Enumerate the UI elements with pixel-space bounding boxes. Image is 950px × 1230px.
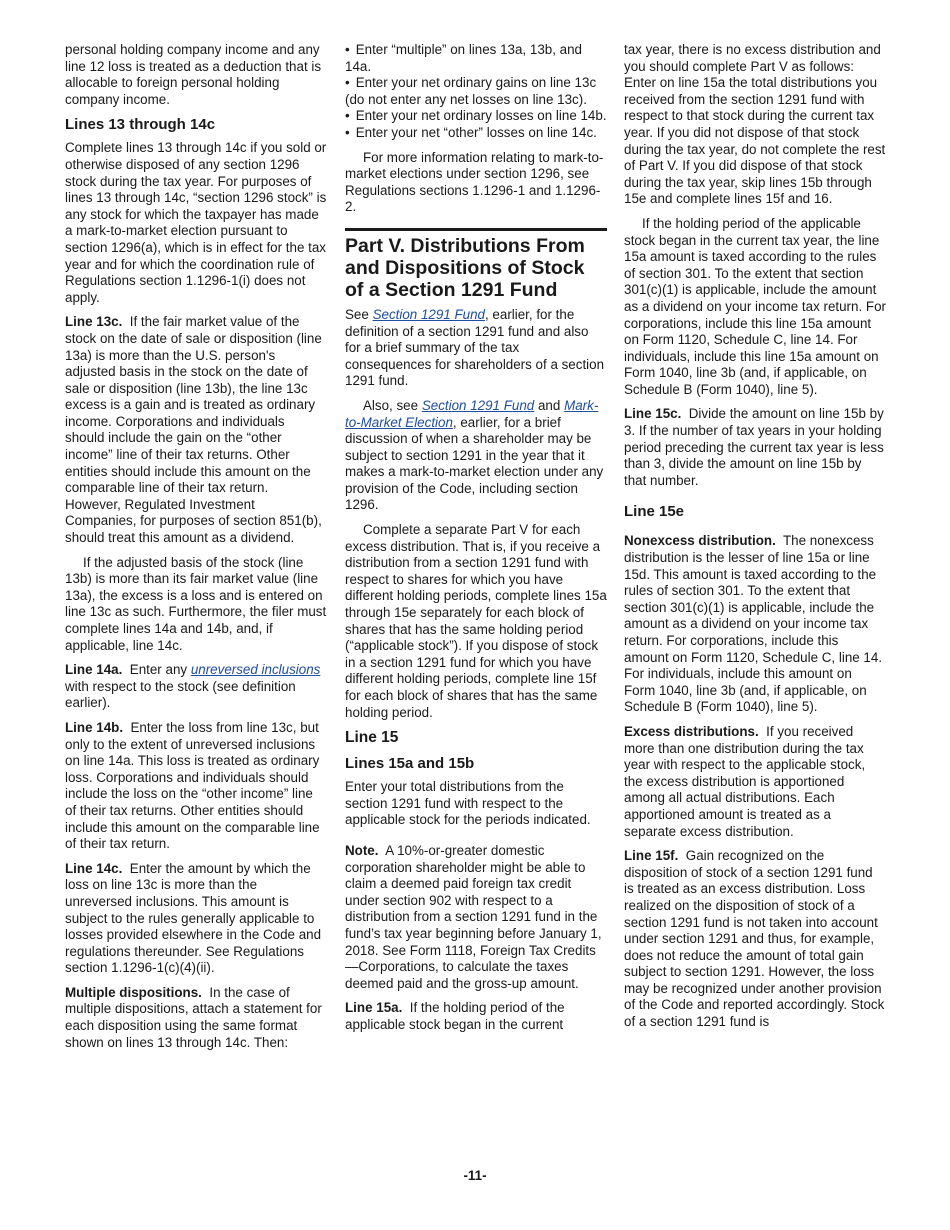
- also-text-post: , earlier, for a brief discussion of when a shareholder may be subject to section 1291 in the year that it makes a mark-to-market election under any provision of the Code, including section 1296.: [345, 414, 604, 513]
- paragraph-complete-separate-part-v: Complete a separate Part V for each excess distribution. That is, if you receive a distribution from a section 1291 fund with respect to shares for which you have different holding periods, complete lines 15a through 15e separately for each block of shares that has the same holding period (“applicable stock”). If you dispose of stock in a section 1291 fund for which you have different holding periods, complete line 15f for each block of shares that has the same holding period.: [345, 522, 607, 720]
- list-item: • Enter your net ordinary losses on line 14b.: [345, 108, 607, 125]
- link-section-1291-fund[interactable]: Section 1291 Fund: [372, 306, 485, 322]
- line-14a-text-post: with respect to the stock (see definition earlier).: [65, 678, 296, 711]
- paragraph-line-14c: [65, 861, 327, 977]
- paragraph-lines-15a-15b: Enter your total distributions from the section 1291 fund with respect to the applicable stock for the periods indicated.: [345, 779, 591, 828]
- heading-lines-13-through-14c: Lines 13 through 14c: [65, 116, 216, 134]
- run-in-head-multiple-dispositions: Multiple dispositions.: [65, 984, 202, 1000]
- paragraph-more-information: For more information relating to mark-to-market elections under section 1296, see Regulations sections 1.1296-1 and 1.1296-2.: [345, 149, 604, 215]
- list-item: • Enter your net “other” losses on line 14c.: [345, 125, 607, 142]
- multiple-dispositions-text: In the case of multiple dispositions, attach a statement for each disposition using the same format shown on lines 13 through 14c. Then:: [65, 984, 322, 1050]
- run-in-head-line-15f: Line 15f.: [624, 848, 679, 864]
- paragraph-line-14b: [65, 720, 327, 853]
- note-text: A 10%-or-greater domestic corporation shareholder might be able to claim a deemed paid foreign tax credit under section 902 with respect to a distribution from a section 1291 fund in the fund’s tax year beginning before January 1, 2018. See Form 1118, Foreign Tax Credits—Corporations, to calculate the taxes deemed paid and the gross-up amount.: [345, 842, 602, 991]
- line-14c-text: Enter the amount by which the loss on line 13c is more than the unreversed inclusions. This amount is subject to the rules generally applicable to losses provided elsewhere in the Code and regulations thereunder. See Regulations section 1.1296-1(c)(4)(ii).: [65, 860, 322, 976]
- column-1: [65, 42, 327, 1059]
- list-item: • Enter your net ordinary gains on line 13c (do not enter any net losses on line 13c).: [345, 75, 607, 108]
- paragraph-note: [345, 843, 607, 992]
- part-v-title: Part V. Distributions From and Dispositions of Stock of a Section 1291 Fund: [345, 234, 585, 301]
- run-in-head-line-13c: Line 13c.: [65, 314, 123, 330]
- line-14b-text: Enter the loss from line 13c, but only to the extent of unreversed inclusions on line 14a. This loss is treated as ordinary loss. Corporations and individuals should include the loss on the “other income” line of their tax returns. Other entities should include this amount on the comparable line of their tax return.: [65, 719, 320, 852]
- paragraph-holding-period: If the holding period of the applicable stock began in the current tax year, the line 15a amount is taxed according to the rules of section 301. To the extent that section 301(c)(1) is applicable, include the amount as a dividend on your income tax return. For corporations, include this line 15a amount on Form 1120, Schedule C, line 14. For individuals, include this line 15a amount on Form 1040, line 3b (and, if applicable, on Schedule B (Form 1040), line 5).: [624, 215, 886, 397]
- heading-line-15: Line 15: [345, 729, 399, 747]
- link-section-1291-fund[interactable]: Section 1291 Fund: [421, 397, 535, 413]
- paragraph-line-13c: [65, 314, 327, 546]
- page-number: -11-: [463, 1168, 487, 1183]
- part-divider-rule: [345, 228, 607, 231]
- run-in-head-line-15c: Line 15c.: [624, 406, 682, 422]
- link-unreversed-inclusions[interactable]: unreversed inclusions: [190, 662, 321, 678]
- see-text-post: , earlier, for the definition of a section 1291 fund and also for a brief summary of the tax consequences for shareholders of a section 1291 fund.: [345, 306, 605, 389]
- line-15c-text: Divide the amount on line 15b by 3. If the number of tax years in your holding period preceding the current tax year is less than 3, divide the amount on line 15b by that number.: [624, 406, 884, 488]
- heading-lines-15a-and-15b: Lines 15a and 15b: [345, 755, 475, 773]
- nonexcess-distribution-text: The nonexcess distribution is the lesser of line 15a or line 15d. This amount is taxed according to the rules of section 301. To the extent that section 301(c)(1) is applicable, include the amount as a dividend on your income tax return. For corporations, include this amount on Form 1120, Schedule C, line 14. For individuals, include this amount on Form 1040, line 3b (and, if applicable, on Schedule B (Form 1040), line 5).: [624, 533, 883, 715]
- column-3: [624, 42, 886, 1039]
- line-13c-text: If the fair market value of the stock on the date of sale or disposition (line 13a) is more than the U.S. person's adjusted basis in the stock on the date of sale or disposition (line 13b), the line 13c excess is a gain and is treated as ordinary income. Corporations and individuals should include the gain on the “other income” line of their tax returns. Other entities should include this amount on the comparable line of their tax return. However, Regulated Investment Companies, for purposes of section 851(b), should treat this amount as a dividend.: [65, 314, 322, 546]
- line-15f-text: Gain recognized on the disposition of stock of a section 1291 fund is treated as an excess distribution. Loss realized on the disposition of stock of a section 1291 fund is not taken into account under section 1291 and thus, for example, does not reduce the amount of total gain subject to section 1291. However, the loss may be recognized under another provision of the Code and reported accordingly. Stock of a section 1291 fund is: [624, 848, 885, 1030]
- run-in-head-line-14a: Line 14a.: [65, 662, 123, 678]
- paragraph-line-14a: [65, 662, 327, 712]
- paragraph-adjusted-basis: If the adjusted basis of the stock (line 13b) is more than its fair market value (line 13a), the excess is a loss and is entered on line 13c as such. Furthermore, the filer must complete lines 14a and 14b, and, if applicable, line 14c.: [65, 554, 327, 653]
- paragraph-continued: tax year, there is no excess distribution and you should complete Part V as follows: Enter on line 15a the total distributions you received from the section 1291 fund with respect to that stock during the current tax year. If you did not dispose of that stock during the tax year, do not complete the rest of Part V. If you did dispose of that stock during the tax year, skip lines 15b through 15e and complete lines 15f and 16.: [624, 42, 886, 207]
- paragraph-nonexcess-distribution: [624, 533, 886, 716]
- line-14a-text-pre: Enter any: [129, 662, 188, 678]
- run-in-head-nonexcess-distribution: Nonexcess distribution.: [624, 533, 776, 549]
- paragraph-continued: personal holding company income and any line 12 loss is treated as a deduction that is allocable to foreign personal holding company income.: [65, 42, 322, 107]
- excess-distributions-text: If you received more than one distribution during the tax year with respect to the applicable stock, the excess distribution is apportioned among all actual distributions. Each apportioned amount is treated as a separate excess distribution.: [624, 723, 866, 839]
- line-15a-text: If the holding period of the applicable stock began in the current: [345, 1000, 565, 1032]
- paragraph-lines-13-14c: Complete lines 13 through 14c if you sold or otherwise disposed of any section 1296 stock during the tax year. For purposes of lines 13 through 14c, “section 1296 stock” is any stock for which the taxpayer has made a mark-to-market election pursuant to section 1296(a), which is in effect for the tax year and for which the coordination rule of Regulations section 1.1296-1(i) does not apply.: [65, 140, 327, 305]
- run-in-head-line-14b: Line 14b.: [65, 719, 124, 735]
- heading-line-15e: Line 15e: [624, 503, 685, 521]
- paragraph-excess-distributions: [624, 724, 886, 840]
- column-2: [345, 42, 607, 1042]
- run-in-head-line-14c: Line 14c.: [65, 860, 123, 876]
- paragraph-line-15f: [624, 848, 886, 1031]
- also-text-pre: Also, see: [363, 397, 419, 413]
- see-text-pre: See: [345, 306, 369, 322]
- paragraph-see-section-1291: [345, 307, 607, 390]
- also-text-mid: and: [537, 397, 561, 413]
- link-mark-to-market-election[interactable]: Mark-to-Market Election: [345, 397, 599, 430]
- paragraph-also-see: [345, 398, 607, 514]
- list-item: • Enter “multiple” on lines 13a, 13b, and 14a.: [345, 42, 607, 75]
- paragraph-line-15a: [345, 1000, 607, 1033]
- run-in-head-line-15a: Line 15a.: [345, 1000, 403, 1016]
- paragraph-multiple-dispositions: [65, 985, 327, 1051]
- bullet-list: [345, 42, 607, 142]
- paragraph-line-15c: [624, 406, 886, 489]
- run-in-head-note: Note.: [345, 842, 379, 858]
- run-in-head-excess-distributions: Excess distributions.: [624, 723, 759, 739]
